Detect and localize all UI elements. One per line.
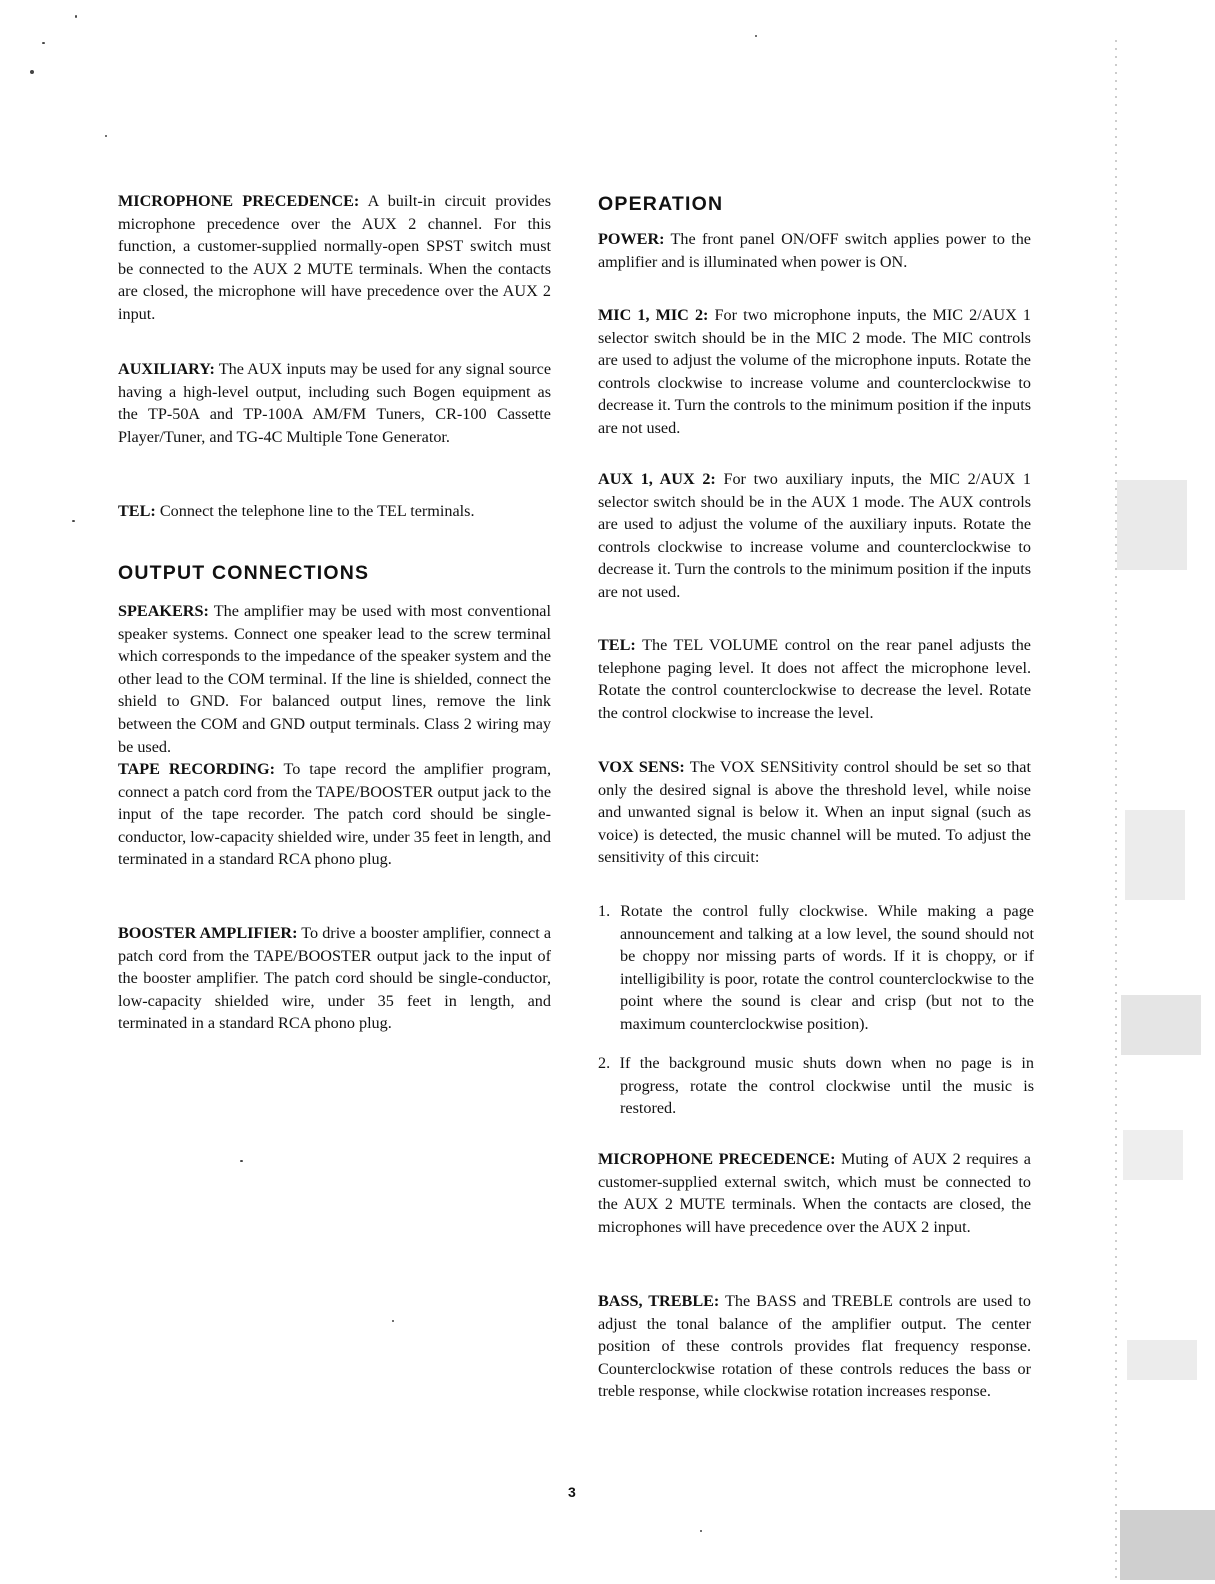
aux-label: AUX 1, AUX 2:: [598, 470, 716, 488]
scan-edge-artifacts: [1115, 0, 1215, 1584]
scan-speck: [392, 1320, 394, 1322]
scan-noise-block: [1120, 1510, 1215, 1580]
booster-label: BOOSTER AMPLIFIER:: [118, 924, 298, 942]
vox-sens-text: The VOX SENSitivity control should be set so that only the desired signal is above the threshold level, while noise and unwanted signal is below it. When an input signal (such as voice) is detected, the music channel will be muted. To adjust the sensitivity of this circuit:: [598, 758, 1031, 867]
auxiliary-text: The AUX inputs may be used for any signal source having a high-level output, including such Bogen equipment as the TP-50A and TP-100A AM/FM Tuners, CR-100 Cassette Player/Tuner, and TG-4C Multiple Tone Generator.: [118, 360, 551, 446]
auxiliary-paragraph: [118, 358, 551, 448]
scan-noise-block: [1123, 1130, 1183, 1180]
scan-speck: [42, 42, 45, 44]
mic-precedence-paragraph: [118, 190, 551, 326]
scan-speck: [105, 135, 107, 137]
tel-volume-text: The TEL VOLUME control on the rear panel adjusts the telephone paging level. It does not affect the microphone level. Rotate the control counterclockwise to decrease the level. Rotate the control clockwise to increase the level.: [598, 636, 1031, 722]
auxiliary-label: AUXILIARY:: [118, 360, 215, 378]
scan-speck: [700, 1530, 702, 1532]
tape-recording-paragraph: [118, 758, 551, 871]
speakers-paragraph: [118, 600, 551, 758]
tel-text: Connect the telephone line to the TEL terminals.: [155, 502, 475, 520]
booster-text: To drive a booster amplifier, connect a patch cord from the TAPE/BOOSTER output jack to the input of the booster amplifier. The patch cord should be single-conductor, low-capacity shielded wire, under 35 feet in length, and terminated in a standard RCA phono plug.: [118, 924, 551, 1033]
scan-speck: [75, 15, 77, 18]
vox-sens-paragraph: [598, 756, 1031, 869]
vox-step-2: 2. If the background music shuts down when no page is in progress, rotate the control clockwise until the music is restored.: [598, 1054, 1034, 1118]
tel-volume-label: TEL:: [598, 636, 636, 654]
operation-heading: OPERATION: [598, 193, 724, 215]
vox-step-1: 1. Rotate the control fully clockwise. While making a page announcement and talking at a low level, the sound should not be choppy nor missing parts of words. If it is choppy, or if intelligibility is poor, rotate the control counterclockwise to the point where the sound is clear and crisp (but not to the maximum counterclockwise position).: [598, 902, 1034, 1033]
scan-speck: [30, 70, 34, 74]
power-label: POWER:: [598, 230, 665, 248]
power-paragraph: [598, 228, 1031, 273]
scan-noise-block: [1121, 995, 1201, 1055]
output-connections-heading: OUTPUT CONNECTIONS: [118, 562, 370, 584]
mic-precedence-right-text: Muting of AUX 2 requires a customer-supplied external switch, which must be connected to the AUX 2 MUTE terminals. When the contacts are closed, the microphones will have precedence over the AUX 2 input.: [598, 1150, 1031, 1236]
scan-speck: [240, 1160, 243, 1162]
scan-noise-block: [1117, 480, 1187, 570]
tel-volume-paragraph: [598, 634, 1031, 724]
tel-paragraph: [118, 500, 551, 523]
scan-noise-block: [1125, 810, 1185, 900]
mic-text: For two microphone inputs, the MIC 2/AUX 1 selector switch should be in the MIC 2 mode. The MIC controls are used to adjust the volume of the microphone inputs. Rotate the controls clockwise to increase volume and counterclockwise to decrease it. Turn the controls to the minimum position if the inputs are not used.: [598, 306, 1031, 437]
page-number: 3: [568, 1484, 576, 1500]
mic-precedence-right-paragraph: [598, 1148, 1031, 1238]
scan-noise-block: [1127, 1340, 1197, 1380]
aux-text: For two auxiliary inputs, the MIC 2/AUX 1 selector switch should be in the AUX 1 mode. The AUX controls are used to adjust the volume of the auxiliary inputs. Rotate the controls clockwise to increase volume and counterclockwise to decrease it. Turn the controls to the minimum position if the inputs are not used.: [598, 470, 1031, 601]
mic-paragraph: [598, 304, 1031, 440]
vox-sens-label: VOX SENS:: [598, 758, 685, 776]
bass-treble-text: The BASS and TREBLE controls are used to adjust the tonal balance of the amplifier output. The center position of these controls provides flat frequency response. Counterclockwise rotation of these controls reduces the bass or treble response, while clockwise rotation increases response.: [598, 1292, 1031, 1401]
mic-precedence-text: A built-in circuit provides microphone precedence over the AUX 2 channel. For this function, a customer-supplied normally-open SPST switch must be connected to the AUX 2 MUTE terminals. When the contacts are closed, the microphone will have precedence over the AUX 2 input.: [118, 192, 551, 323]
tape-recording-text: To tape record the amplifier program, connect a patch cord from the TAPE/BOOSTER output jack to the input of the tape recorder. The patch cord should be single-conductor, low-capacity shielded wire, under 35 feet in length, and terminated in a standard RCA phono plug.: [118, 760, 551, 869]
mic-label: MIC 1, MIC 2:: [598, 306, 709, 324]
tape-recording-label: TAPE RECORDING:: [118, 760, 275, 778]
scan-speck: [755, 35, 757, 37]
scan-speck: [72, 520, 75, 522]
bass-treble-paragraph: [598, 1290, 1031, 1403]
aux-paragraph: [598, 468, 1031, 604]
speakers-text: The amplifier may be used with most conventional speaker systems. Connect one speaker lead to the screw terminal which corresponds to the impedance of the speaker system and the other lead to the COM terminal. If the line is shielded, connect the shield to GND. For balanced output lines, remove the link between the COM and GND output terminals. Class 2 wiring may be used.: [118, 602, 551, 756]
tel-label: TEL:: [118, 502, 156, 520]
mic-precedence-label: MICROPHONE PRECEDENCE:: [118, 192, 360, 210]
mic-precedence-right-label: MICROPHONE PRECEDENCE:: [598, 1150, 836, 1168]
bass-treble-label: BASS, TREBLE:: [598, 1292, 720, 1310]
speakers-label: SPEAKERS:: [118, 602, 209, 620]
booster-paragraph: [118, 922, 551, 1035]
power-text: The front panel ON/OFF switch applies power to the amplifier and is illuminated when power is ON.: [598, 230, 1031, 271]
